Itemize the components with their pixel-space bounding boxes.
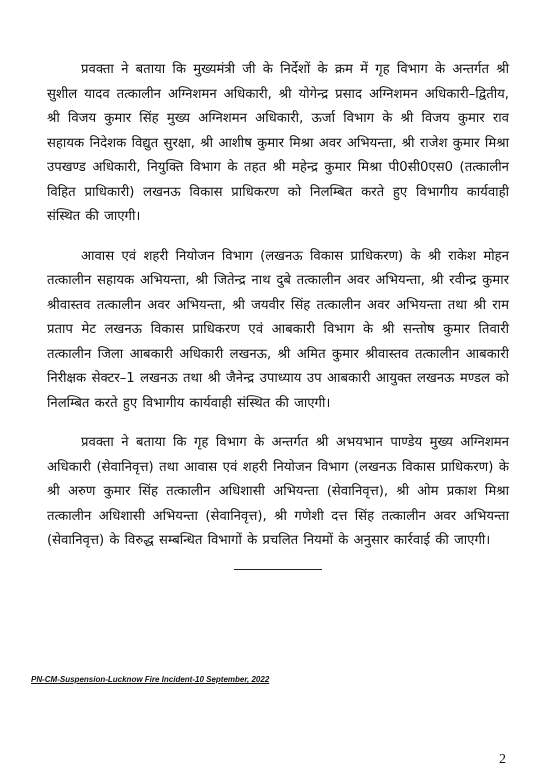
paragraph-suspension-home-energy-appointment: प्रवक्ता ने बताया कि मुख्यमंत्री जी के निर्देशों के क्रम में गृह विभाग के अन्तर्गत श्री सुशील यादव तत्कालीन अग्निशमन अधिकारी, श्री योगेन्द्र प्रसाद अग्निशमन अधिकारी–द्वितीय, श्री विजय कुमार सिंह मुख्य अग्निशमन अधिकारी, ऊर्जा विभाग के श्री विजय कुमार राव सहायक निदेशक विद्युत सुरक्षा, श्री आशीष कुमार मिश्रा अवर अभियन्ता, श्री राजेश कुमार मिश्रा उपखण्ड अधिकारी, नियुक्ति विभाग के तहत श्री महेन्द्र कुमार मिश्रा पी0सी0एस0 (तत्कालीन विहित प्राधिकारी) लखनऊ विकास प्राधिकरण को निलम्बित करते हुए विभागीय कार्यवाही संस्थित की जाएगी। <box>47 62 509 224</box>
press-note-reference: PN-CM-Suspension-Lucknow Fire Incident-10 September, 2022 <box>31 675 270 684</box>
document-body <box>47 58 509 570</box>
end-divider <box>234 569 322 570</box>
paragraph-suspension-housing-excise: आवास एवं शहरी नियोजन विभाग (लखनऊ विकास प्राधिकरण) के श्री राकेश मोहन तत्कालीन सहायक अभियन्ता, श्री जितेन्द्र नाथ दुबे तत्कालीन अवर अभियन्ता, श्री रवीन्द्र कुमार श्रीवास्तव तत्कालीन अवर अभियन्ता, श्री जयवीर सिंह तत्कालीन अवर अभियन्ता तथा श्री राम प्रताप मेट लखनऊ विकास प्राधिकरण एवं आबकारी विभाग के श्री सन्तोष कुमार तिवारी तत्कालीन जिला आबकारी अधिकारी लखनऊ, श्री अमित कुमार श्रीवास्तव तत्कालीन आबकारी निरीक्षक सेक्टर–1 लखनऊ तथा श्री जैनेन्द्र उपाध्याय उप आबकारी आयुक्त लखनऊ मण्डल को निलम्बित करते हुए विभागीय कार्यवाही संस्थित की जाएगी। <box>47 248 509 411</box>
paragraph-action-retired-officers: प्रवक्ता ने बताया कि गृह विभाग के अन्तर्गत श्री अभयभान पाण्डेय मुख्य अग्निशमन अधिकारी (सेवानिवृत्त) तथा आवास एवं शहरी नियोजन विभाग (लखनऊ विकास प्राधिकरण) के श्री अरुण कुमार सिंह तत्कालीन अधिशासी अभियन्ता (सेवानिवृत्त), श्री ओम प्रकाश मिश्रा तत्कालीन अधिशासी अभियन्ता (सेवानिवृत्त), श्री गणेशी दत्त सिंह तत्कालीन अवर अभियन्ता (सेवानिवृत्त) के विरुद्ध सम्बन्धित विभागों के प्रचलित नियमों के अनुसार कार्रवाई की जाएगी। <box>47 435 509 548</box>
page-number: 2 <box>499 752 506 767</box>
